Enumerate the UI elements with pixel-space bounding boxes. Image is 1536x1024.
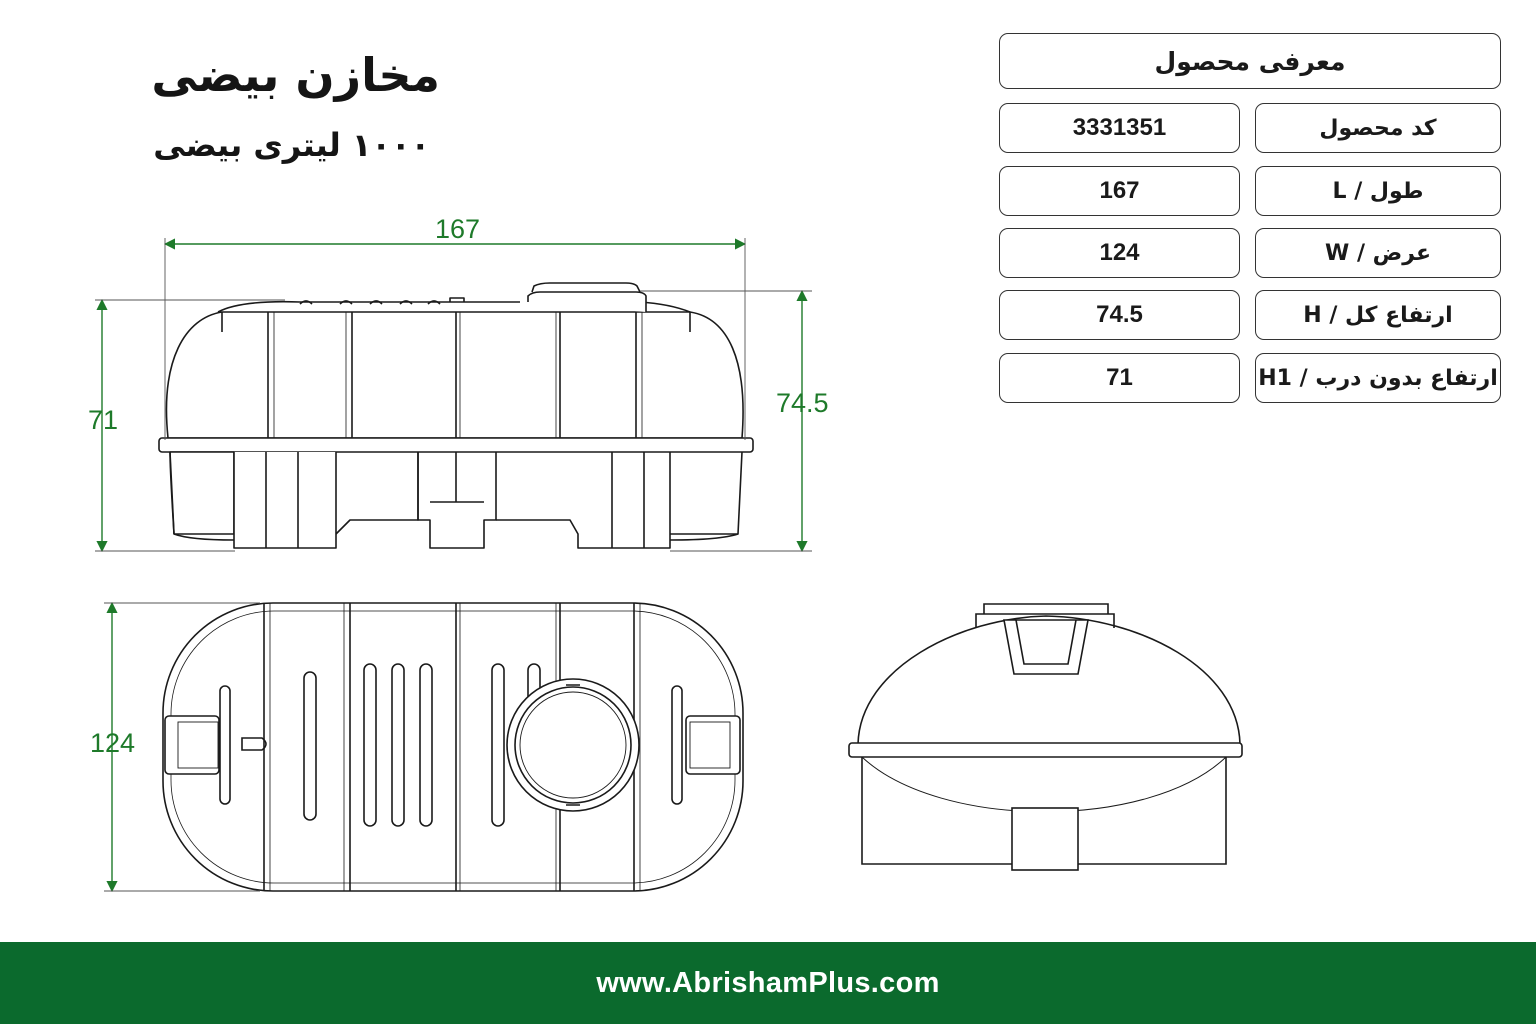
- dim-height-total-label: 74.5: [776, 388, 829, 418]
- page-subtitle: ۱۰۰۰ لیتری بیضی: [153, 126, 430, 164]
- spec-value-height-total: 74.5: [999, 290, 1240, 340]
- spec-value-code: 3331351: [999, 103, 1240, 153]
- spec-value-width: 124: [999, 228, 1240, 278]
- website-link[interactable]: www.AbrishamPlus.com: [596, 966, 940, 999]
- spec-label-height-total: ارتفاع کل / H: [1255, 290, 1501, 340]
- spec-label-width: عرض / W: [1255, 228, 1501, 278]
- spec-value-height-body: 71: [999, 353, 1240, 403]
- front-view-tank: [159, 283, 753, 548]
- dim-height-body-label: 71: [88, 405, 119, 435]
- page-title: مخازن بیضی: [151, 48, 440, 102]
- spec-label-code: کد محصول: [1255, 103, 1501, 153]
- spec-label-length: طول / L: [1255, 166, 1501, 216]
- spec-value-length: 167: [999, 166, 1240, 216]
- dim-width-label: 124: [90, 728, 136, 758]
- side-view-tank: [849, 604, 1242, 870]
- top-view-tank: [163, 603, 743, 891]
- spec-table-heading: معرفی محصول: [999, 33, 1501, 89]
- spec-label-height-body: ارتفاع بدون درب / H1: [1255, 353, 1501, 403]
- dim-length-label: 167: [435, 214, 481, 244]
- footer-bar: [0, 942, 1536, 1024]
